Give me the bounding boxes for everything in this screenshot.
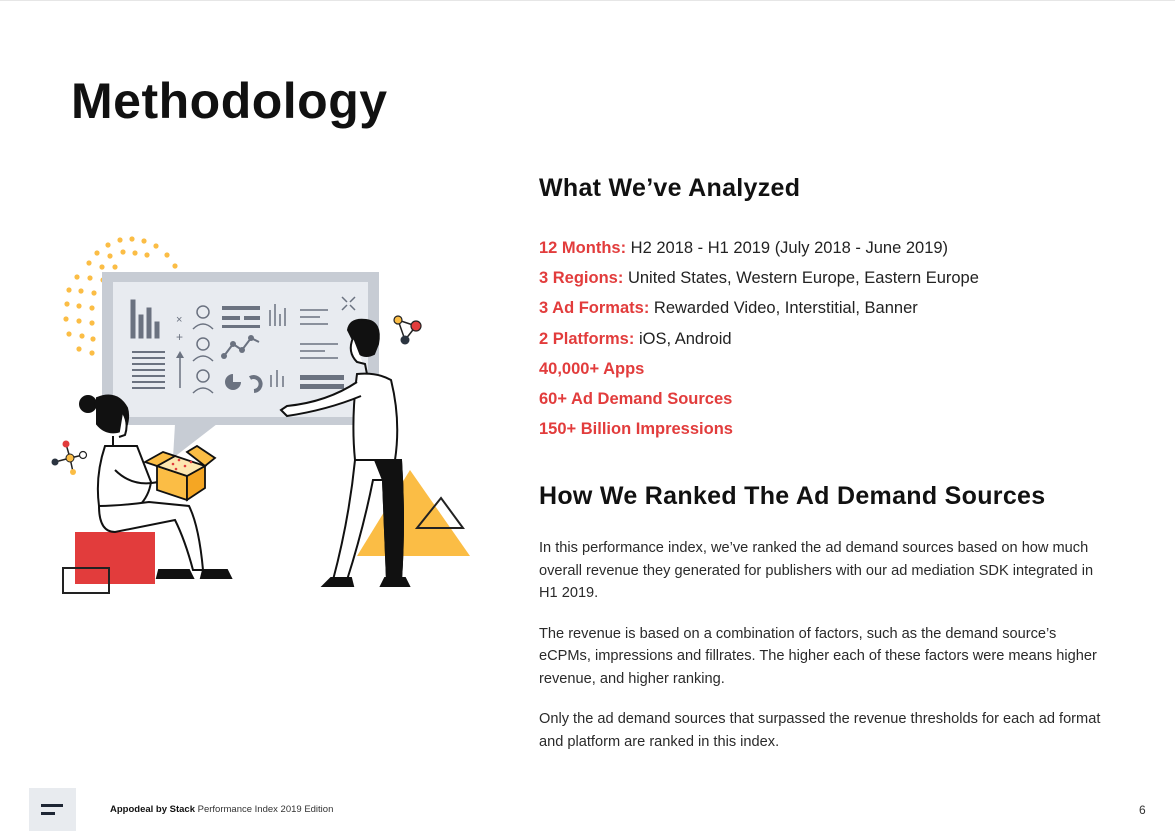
molecule-icon-right — [394, 316, 421, 345]
fact-label: 12 Months: — [539, 239, 627, 257]
footer-edition: Performance Index 2019 Edition — [195, 804, 334, 815]
svg-text:+: + — [176, 330, 184, 344]
fact-item — [539, 233, 1119, 263]
footer-caption — [110, 804, 333, 815]
fact-item — [539, 384, 1119, 414]
fact-label: 150+ Billion Impressions — [539, 420, 733, 439]
fact-label: 2 Platforms: — [539, 329, 635, 348]
methodology-illustration — [45, 230, 485, 600]
page-title: Methodology — [71, 73, 388, 129]
ranked-heading: How We Ranked The Ad Demand Sources — [539, 482, 1046, 511]
fact-item — [539, 354, 1119, 384]
fact-value: H2 2018 - H1 2019 (July 2018 - June 2019) — [626, 239, 949, 257]
ranked-paragraph: The revenue is based on a combination of factors, such as the demand source’s eCPMs, impressions and fillrates. The higher each of these factors were means higher revenue, and higher ranking. — [539, 625, 1097, 687]
logo-bar-bottom — [41, 812, 55, 815]
top-border — [0, 0, 1175, 1]
logo-bar-top — [41, 804, 63, 807]
fact-item — [539, 263, 1119, 293]
red-block — [75, 532, 155, 584]
fact-label: 3 Regions: — [539, 269, 624, 288]
footer-logo — [29, 788, 76, 831]
fact-value: iOS, Android — [634, 329, 732, 348]
page-number: 6 — [1139, 803, 1146, 817]
ranked-paragraph: In this performance index, we’ve ranked the ad demand sources based on how much overall revenue they generated for publishers with our ad mediation SDK integrated in H1 2019. — [539, 540, 1094, 602]
molecule-icon-left — [52, 441, 87, 476]
open-box — [145, 446, 215, 500]
svg-text:×: × — [176, 314, 183, 326]
fact-item — [539, 324, 1119, 354]
ranked-paragraph: Only the ad demand sources that surpassed the revenue thresholds for each ad format and platform are ranked in this index. — [539, 711, 1101, 750]
fact-label: 40,000+ Apps — [539, 359, 645, 378]
footer-brand: Appodeal by Stack — [110, 804, 195, 815]
analyzed-heading: What We’ve Analyzed — [539, 174, 801, 202]
content-column — [539, 174, 1119, 753]
fact-item — [539, 293, 1119, 323]
analyzed-facts-list — [539, 233, 1119, 444]
fact-label: 3 Ad Formats: — [539, 299, 650, 318]
fact-label: 60+ Ad Demand Sources — [539, 390, 733, 409]
fact-value: Rewarded Video, Interstitial, Banner — [649, 299, 918, 318]
fact-item — [539, 414, 1119, 444]
fact-value: United States, Western Europe, Eastern Europe — [623, 269, 979, 288]
